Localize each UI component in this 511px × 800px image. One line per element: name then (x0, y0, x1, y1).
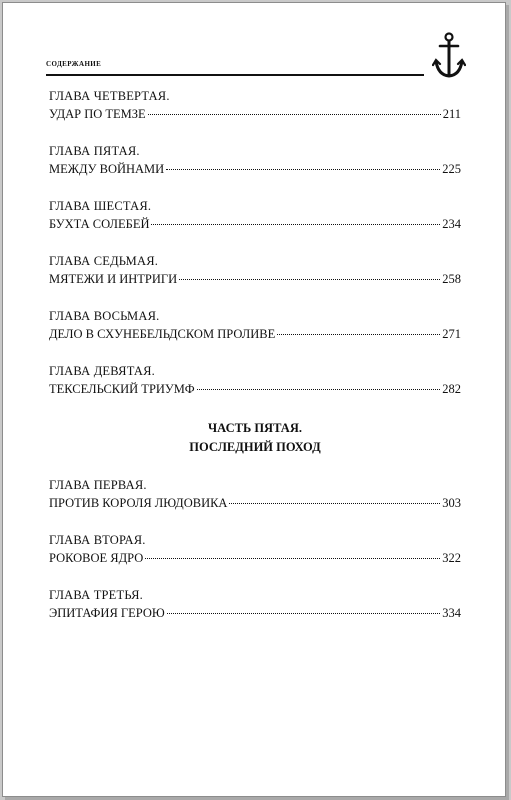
toc-line (49, 605, 461, 622)
page-number: 282 (442, 382, 461, 396)
dot-leader (277, 334, 440, 335)
toc-entry (49, 254, 461, 288)
chapter-label: ГЛАВА ПЯТАЯ. (49, 144, 140, 158)
chapter-label: ГЛАВА ПЕРВАЯ. (49, 478, 147, 492)
chapter-label: ГЛАВА ШЕСТАЯ. (49, 199, 152, 213)
page-number: 225 (442, 162, 461, 176)
toc-entry (49, 199, 461, 233)
chapter-label: ГЛАВА СЕДЬМАЯ. (49, 254, 159, 268)
toc-entry (49, 309, 461, 343)
chapter-title: ТЕКСЕЛЬСКИЙ ТРИУМФ (49, 382, 195, 396)
toc-line (49, 495, 461, 512)
chapter-title: БУХТА СОЛЕБЕЙ (49, 217, 150, 231)
part-number: ЧАСТЬ ПЯТАЯ. (208, 421, 302, 435)
toc-entry (49, 364, 461, 398)
page-number: 322 (442, 551, 461, 565)
anchor-icon (432, 31, 466, 81)
dot-leader (148, 114, 441, 115)
toc-line (49, 216, 461, 233)
chapter-title: МЕЖДУ ВОЙНАМИ (49, 162, 165, 176)
page-number: 303 (442, 496, 461, 510)
chapter-title: УДАР ПО ТЕМЗЕ (49, 107, 146, 121)
chapter-label: ГЛАВА ТРЕТЬЯ. (49, 588, 143, 602)
toc-entry (49, 588, 461, 622)
toc-line (49, 550, 461, 567)
chapter-label: ГЛАВА ВОСЬМАЯ. (49, 309, 160, 323)
page-number: 258 (442, 272, 461, 286)
part-title: ПОСЛЕДНИЙ ПОХОД (189, 440, 321, 454)
table-of-contents (49, 89, 461, 643)
dot-leader (167, 613, 440, 614)
chapter-title: МЯТЕЖИ И ИНТРИГИ (49, 272, 178, 286)
chapter-label: ГЛАВА ДЕВЯТАЯ. (49, 364, 156, 378)
toc-entry (49, 144, 461, 178)
chapter-label: ГЛАВА ВТОРАЯ. (49, 533, 146, 547)
chapter-label: ГЛАВА ЧЕТВЕРТАЯ. (49, 89, 170, 103)
page-header (46, 31, 466, 86)
page-number: 271 (442, 327, 461, 341)
toc-line (49, 326, 461, 343)
toc-line (49, 271, 461, 288)
page-number: 334 (442, 606, 461, 620)
toc-line (49, 161, 461, 178)
dot-leader (145, 558, 440, 559)
chapter-title: РОКОВОЕ ЯДРО (49, 551, 144, 565)
dot-leader (179, 279, 440, 280)
page-number: 211 (442, 107, 461, 121)
toc-line (49, 381, 461, 398)
part-heading (49, 419, 461, 457)
dot-leader (166, 169, 440, 170)
chapter-title: ДЕЛО В СХУНЕБЕЛЬДСКОМ ПРОЛИВЕ (49, 327, 276, 341)
toc-entry (49, 533, 461, 567)
book-page (2, 2, 506, 797)
page-number: 234 (442, 217, 461, 231)
chapter-title: ПРОТИВ КОРОЛЯ ЛЮДОВИКА (49, 496, 228, 510)
toc-entry (49, 89, 461, 123)
toc-entry (49, 478, 461, 512)
toc-line (49, 106, 461, 123)
dot-leader (151, 224, 440, 225)
header-rule (46, 74, 424, 76)
dot-leader (197, 389, 441, 390)
running-head: содержание (46, 58, 102, 69)
chapter-title: ЭПИТАФИЯ ГЕРОЮ (49, 606, 165, 620)
dot-leader (229, 503, 440, 504)
